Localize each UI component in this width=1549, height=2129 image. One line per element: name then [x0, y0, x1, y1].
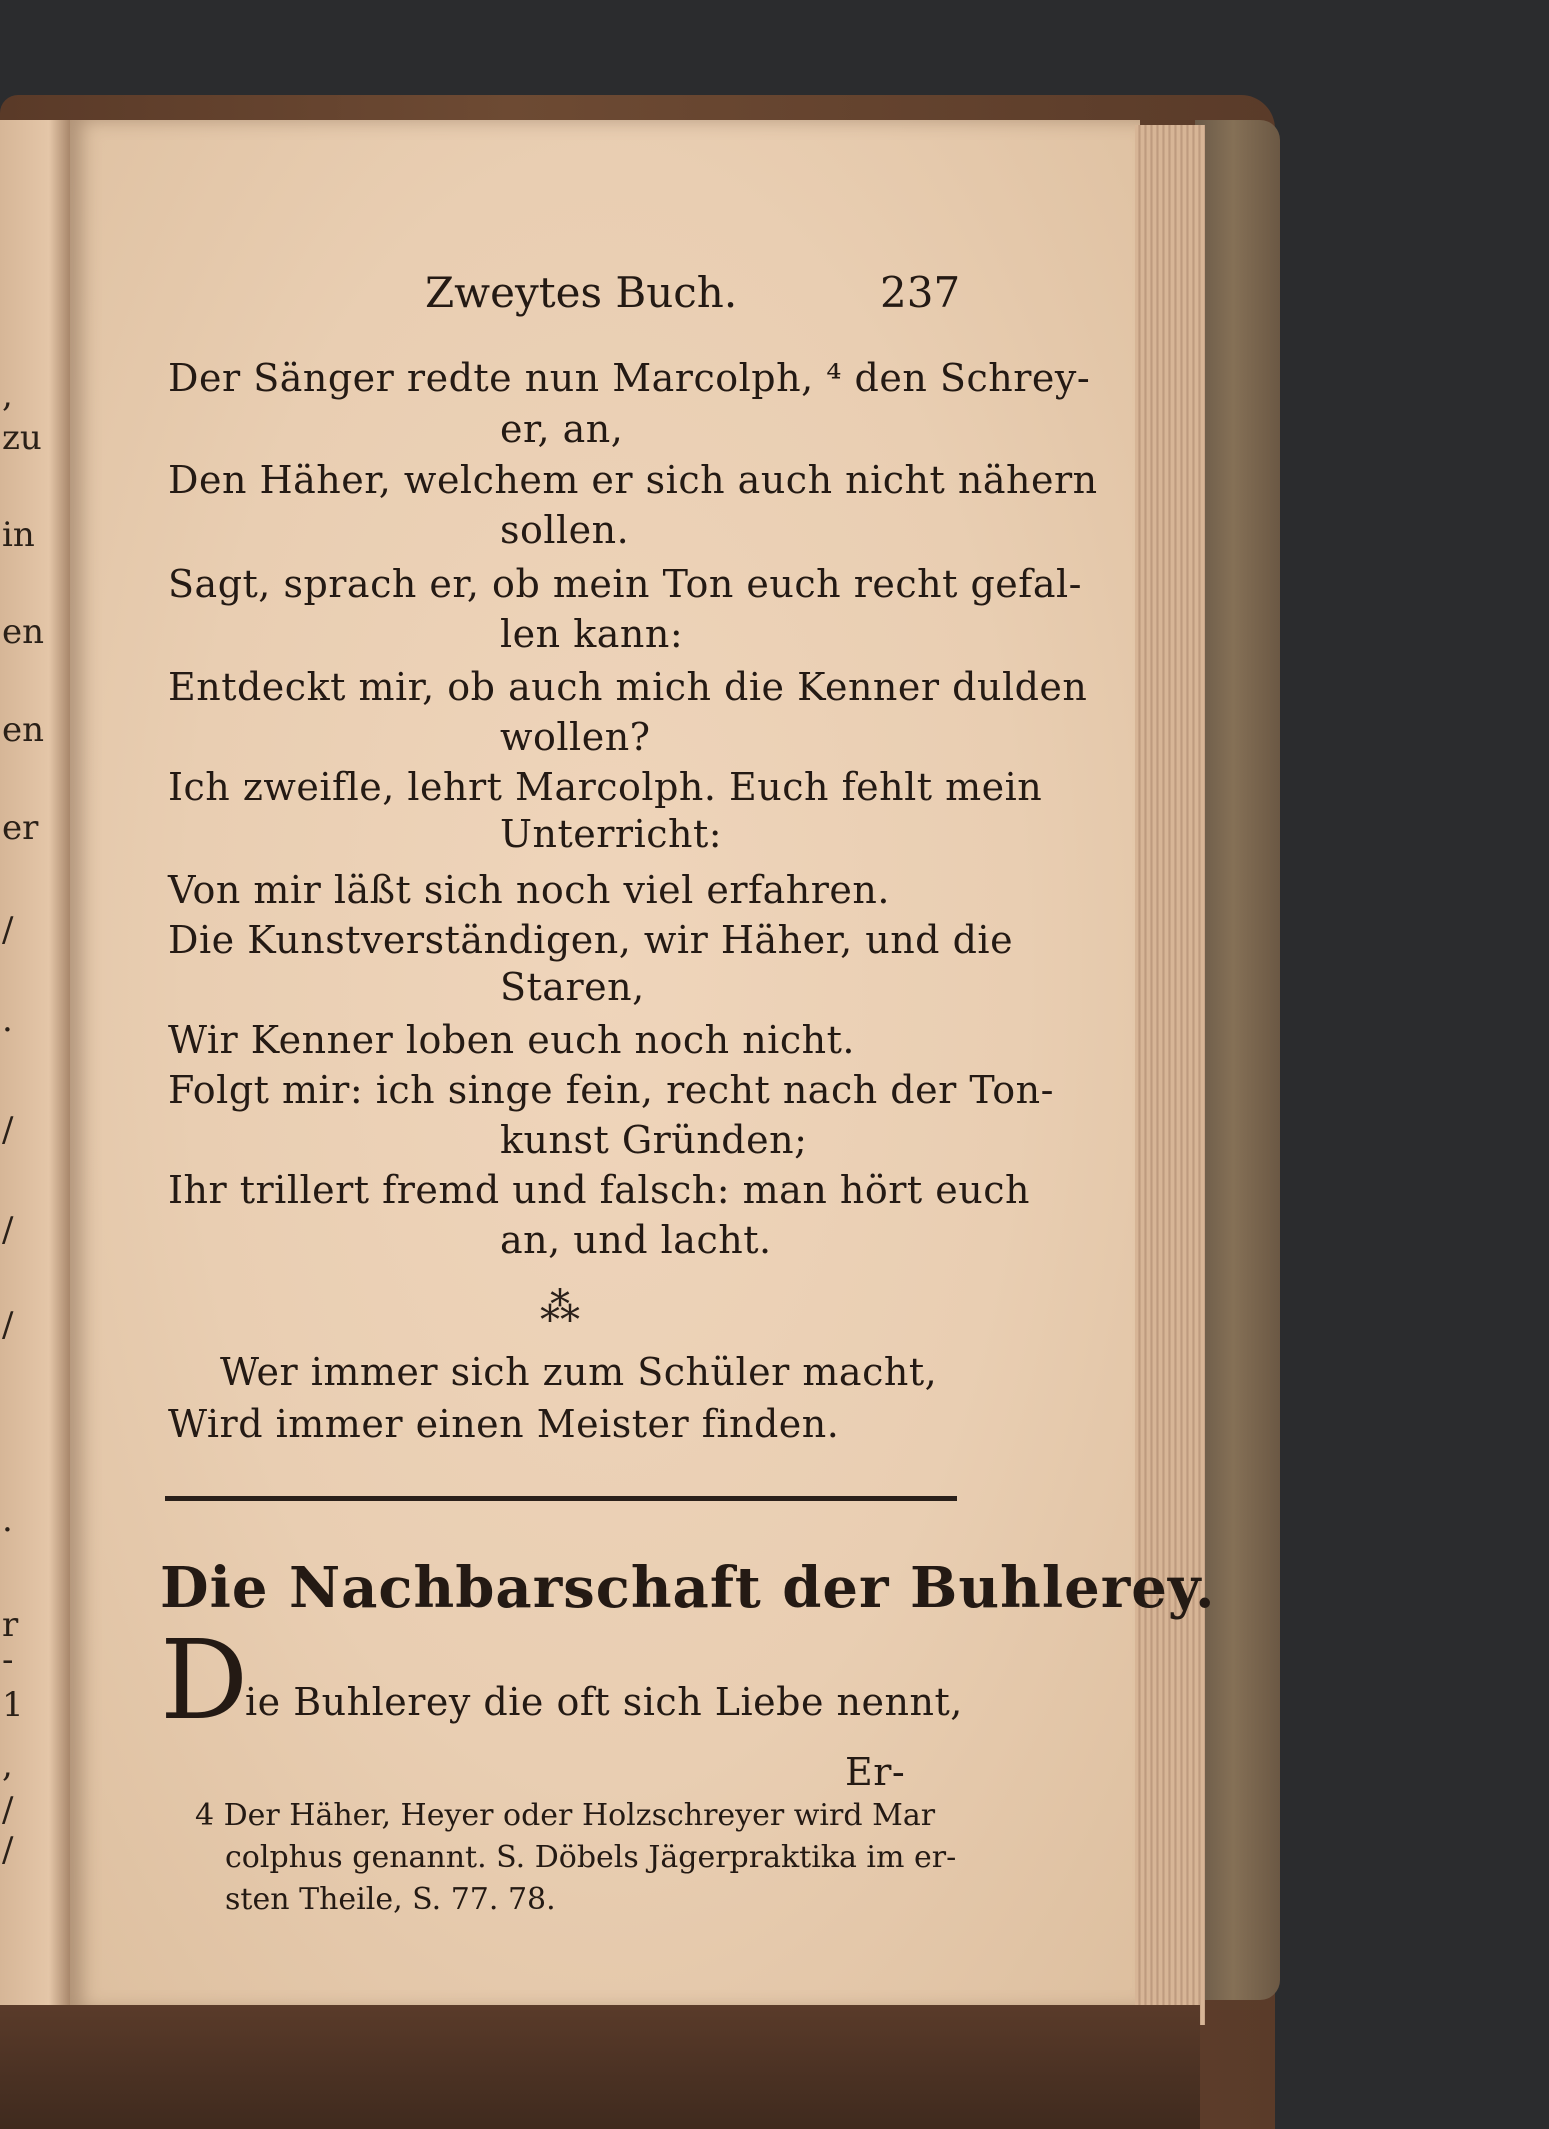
verse-line: kunst Gründen;	[500, 1118, 808, 1162]
section-divider	[165, 1496, 957, 1501]
running-title: Zweytes Buch.	[425, 268, 738, 317]
book-spine-edge	[1195, 120, 1280, 2000]
verse-line: Ich zweifle, lehrt Marcolph. Euch fehlt mein	[168, 765, 1043, 809]
verse-line: Staren,	[500, 965, 645, 1009]
left-page-text	[0, 0, 70, 2000]
left-fragment: /	[2, 1210, 14, 1250]
moral-line: Wer immer sich zum Schüler macht,	[220, 1350, 938, 1394]
verse-line: Unterricht:	[500, 812, 723, 856]
left-fragment: /	[2, 1830, 14, 1870]
left-fragment: zu	[2, 418, 42, 458]
page-stack-edge	[1135, 125, 1205, 2025]
verse-line: an, und lacht.	[500, 1218, 772, 1262]
verse-line: er, an,	[500, 407, 624, 451]
left-fragment: en	[2, 612, 45, 652]
verse-line: Der Sänger redte nun Marcolph, ⁴ den Schrey-	[168, 356, 1091, 400]
bottom-cover-edge	[0, 2005, 1200, 2129]
left-fragment: in	[2, 515, 35, 555]
left-fragment: er	[2, 808, 39, 848]
left-fragment: ,	[2, 375, 13, 415]
left-fragment: ,	[2, 1745, 13, 1785]
left-fragment: /	[2, 1305, 14, 1345]
footnote-line: 4 Der Häher, Heyer oder Holzschreyer wird Mar	[195, 1798, 936, 1833]
ornament-icon: ⁂	[540, 1285, 580, 1331]
verse-line: Folgt mir: ich singe fein, recht nach der Ton-	[168, 1068, 1054, 1112]
catchword: Er-	[845, 1750, 906, 1794]
left-fragment: r	[2, 1605, 19, 1645]
left-fragment: -	[2, 1640, 14, 1680]
fable-first-line: ie Buhlerey die oft sich Liebe nennt,	[245, 1680, 963, 1724]
verse-line: Die Kunstverständigen, wir Häher, und die	[168, 918, 1014, 962]
footnote-line: sten Theile, S. 77. 78.	[225, 1882, 556, 1917]
verse-line: wollen?	[500, 715, 651, 759]
drop-cap: D	[160, 1616, 249, 1744]
verse-line: len kann:	[500, 612, 684, 656]
verse-line: Den Häher, welchem er sich auch nicht nähern	[168, 458, 1098, 502]
verse-line: Wir Kenner loben euch noch nicht.	[168, 1018, 855, 1062]
left-fragment: /	[2, 1110, 14, 1150]
verse-line: Von mir läßt sich noch viel erfahren.	[168, 868, 890, 912]
verse-line: Sagt, sprach er, ob mein Ton euch recht gefal-	[168, 562, 1082, 606]
left-fragment: en	[2, 710, 45, 750]
fable-title: Die Nachbarschaft der Buhlerey.	[160, 1555, 1216, 1621]
left-fragment: /	[2, 910, 14, 950]
moral-line: Wird immer einen Meister finden.	[168, 1402, 840, 1446]
footnote-line: colphus genannt. S. Döbels Jägerpraktika im er-	[225, 1840, 957, 1875]
verse-line: sollen.	[500, 508, 630, 552]
left-fragment: /	[2, 1790, 14, 1830]
left-fragment: .	[2, 1000, 13, 1040]
left-fragment: .	[2, 1500, 13, 1540]
verse-line: Entdeckt mir, ob auch mich die Kenner dulden	[168, 665, 1088, 709]
page-number: 237	[880, 268, 961, 317]
left-fragment: 1	[2, 1685, 24, 1725]
verse-line: Ihr trillert fremd und falsch: man hört euch	[168, 1168, 1030, 1212]
